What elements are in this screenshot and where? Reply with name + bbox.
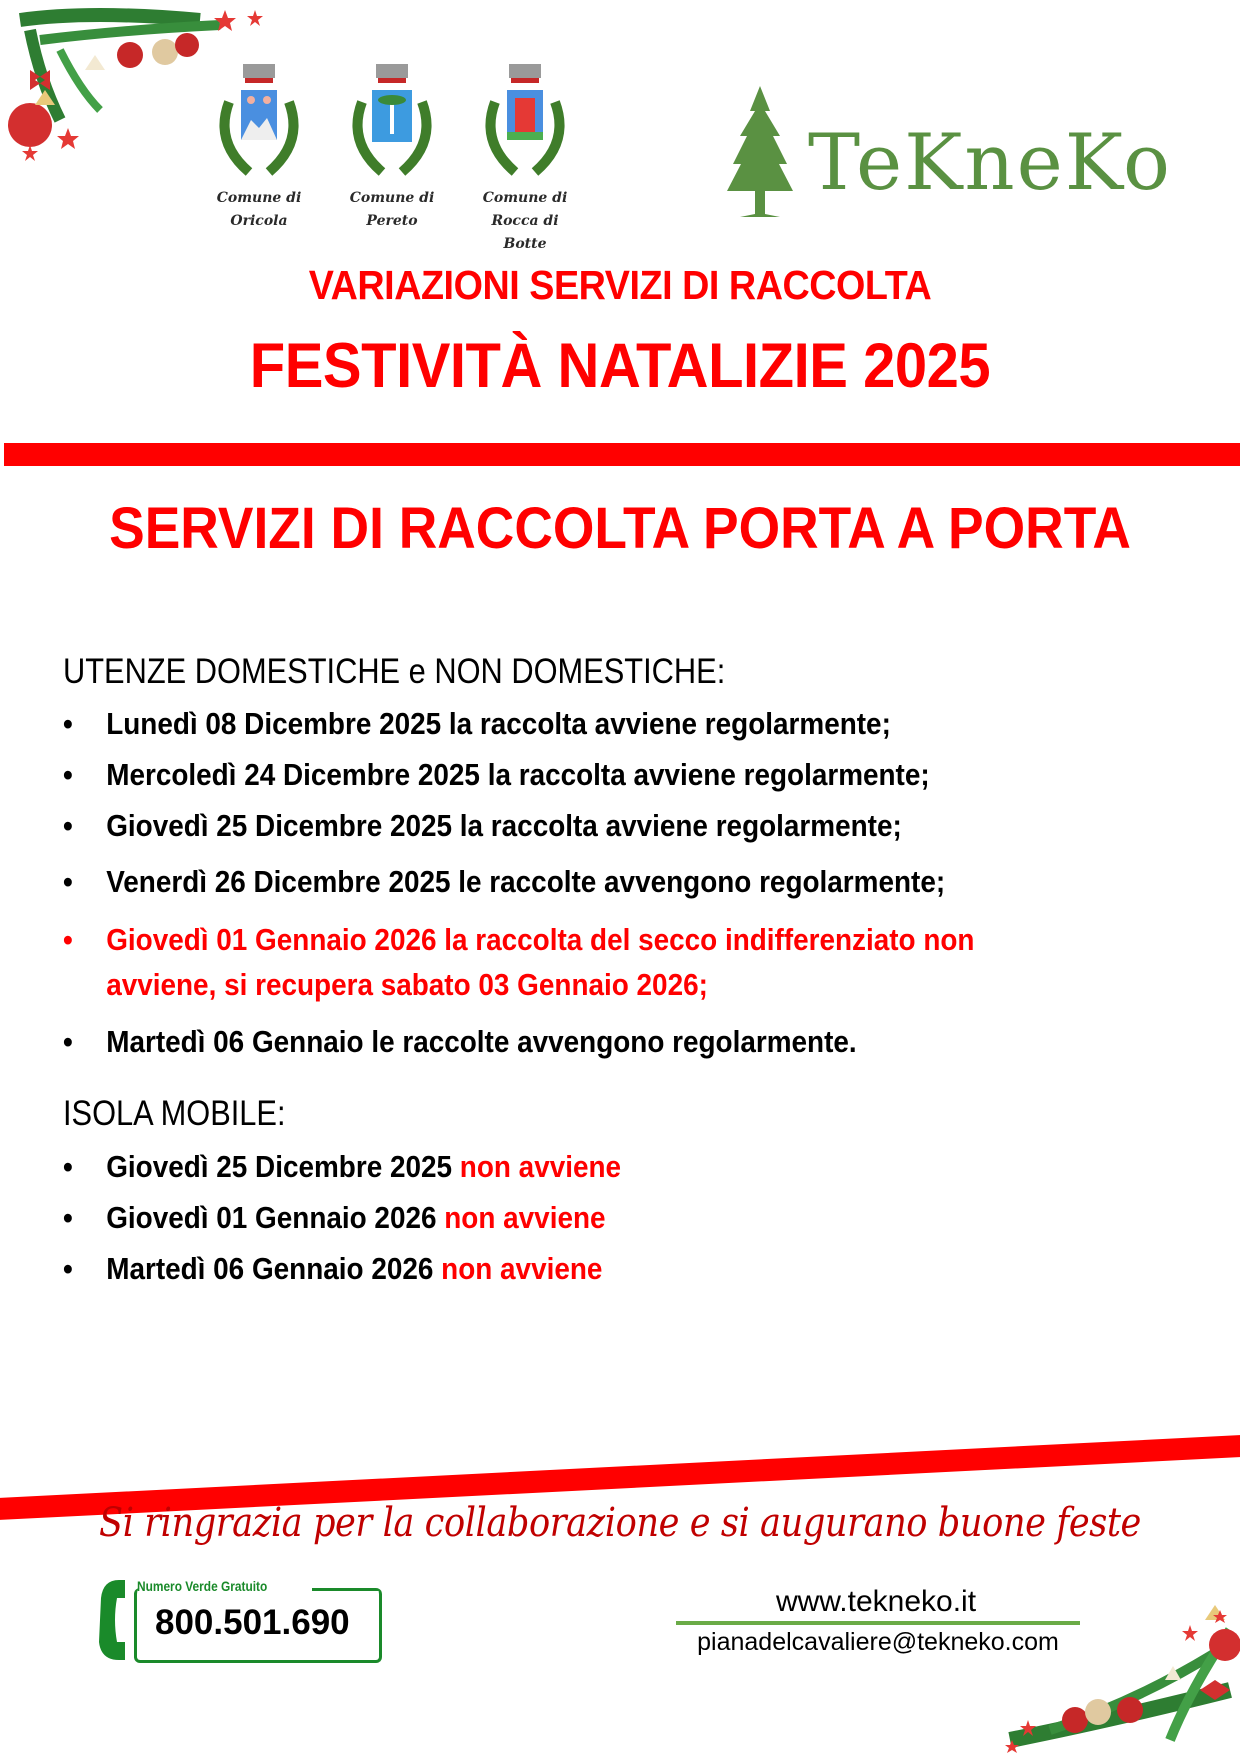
bullet: • (63, 922, 73, 957)
phone-number[interactable]: 800.501.690 (155, 1603, 350, 1642)
crest-label-prefix: Comune di (216, 190, 302, 206)
list-item-highlighted: • Giovedì 01 Gennaio 2026 la raccolta del secco indifferenziato non (63, 922, 975, 957)
crest-pereto (337, 62, 447, 233)
list-item-highlighted-continued: avviene, si recupera sabato 03 Gennaio 2026; (106, 967, 708, 1002)
list-item: • Giovedì 25 Dicembre 2025 non avviene (63, 1149, 622, 1184)
coat-of-arms-icon (209, 62, 309, 187)
tekneko-logo (725, 86, 795, 226)
list-item: • Giovedì 25 Dicembre 2025 la raccolta avviene regolarmente; (63, 808, 902, 843)
website-link[interactable]: www.tekneko.it (775, 1585, 977, 1618)
subtitle: VARIAZIONI SERVIZI DI RACCOLTA (308, 262, 932, 308)
isola-heading: ISOLA MOBILE: (63, 1094, 286, 1133)
phone-icon (95, 1578, 131, 1667)
crest-rocca-di-botte (470, 62, 580, 256)
status-text: non avviene (444, 1200, 606, 1235)
divider-red-top (4, 443, 1240, 466)
list-item: • Giovedì 01 Gennaio 2026 non avviene (63, 1200, 606, 1235)
thanks-message: Si ringrazia per la collaborazione e si augurano buone feste (99, 1500, 1141, 1546)
christmas-decoration-bottom-right (990, 1590, 1240, 1760)
pine-tree-icon (725, 86, 795, 221)
coat-of-arms-icon (475, 62, 575, 187)
crest-label-prefix: Comune di (482, 190, 568, 206)
coat-of-arms-icon (342, 62, 442, 187)
bullet: • (63, 1200, 73, 1235)
email-link[interactable]: pianadelcavaliere@tekneko.com (697, 1628, 1059, 1656)
status-text: non avviene (459, 1149, 622, 1184)
status-text: non avviene (441, 1251, 603, 1286)
section-title: SERVIZI DI RACCOLTA PORTA A PORTA (109, 496, 1131, 561)
crest-label-name: Rocca di Botte (491, 213, 559, 252)
list-item: • Venerdì 26 Dicembre 2025 le raccolte avvengono regolarmente; (63, 864, 946, 899)
crest-oricola (204, 62, 314, 233)
bullet: • (63, 864, 73, 899)
list-item: • Lunedì 08 Dicembre 2025 la raccolta avviene regolarmente; (63, 706, 891, 741)
list-item: • Martedì 06 Gennaio le raccolte avvengono regolarmente. (63, 1024, 857, 1059)
phone-label: Numero Verde Gratuito (137, 1578, 268, 1594)
bullet: • (63, 757, 73, 792)
main-title: FESTIVITÀ NATALIZIE 2025 (249, 331, 991, 401)
phone-box-top-line (312, 1588, 379, 1591)
bullet: • (63, 1251, 73, 1286)
list-item: • Martedì 06 Gennaio 2026 non avviene (63, 1251, 603, 1286)
tekneko-wordmark: TeKneKo (808, 118, 1172, 208)
bullet: • (63, 1149, 73, 1184)
crest-label-name: Oricola (230, 213, 288, 229)
crest-label-prefix: Comune di (349, 190, 435, 206)
bullet: • (63, 1024, 73, 1059)
bullet: • (63, 706, 73, 741)
list-item: • Mercoledì 24 Dicembre 2025 la raccolta avviene regolarmente; (63, 757, 930, 792)
bullet: • (63, 808, 73, 843)
utenze-heading: UTENZE DOMESTICHE e NON DOMESTICHE: (63, 652, 726, 691)
crest-label-name: Pereto (366, 213, 418, 229)
